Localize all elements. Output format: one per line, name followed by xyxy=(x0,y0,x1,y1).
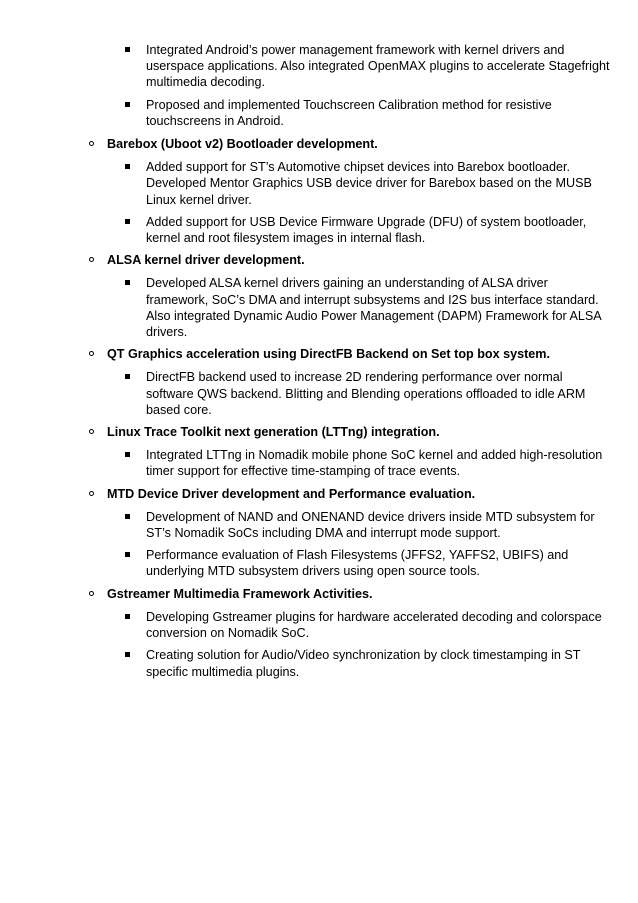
section-heading xyxy=(0,136,638,152)
section-barebox xyxy=(0,136,638,246)
section-heading xyxy=(0,486,638,502)
section-title: ALSA kernel driver development. xyxy=(107,253,305,268)
section-gstreamer xyxy=(0,586,638,680)
bullet-text: Proposed and implemented Touchscreen Calibration method for resistive touchscreens in Android. xyxy=(146,97,552,128)
bullet-item xyxy=(0,97,638,129)
bullet-text: Integrated Android’s power management framework with kernel drivers and userspace applications. Also integrated OpenMAX plugins to accelerate Stagefright multimedia decoding. xyxy=(146,43,610,90)
circle-bullet-icon xyxy=(89,591,94,596)
bullet-item xyxy=(0,547,638,579)
bullet-item xyxy=(0,159,638,208)
bullet-text: Development of NAND and ONENAND device drivers inside MTD subsystem for ST’s Nomadik SoCs including DMA and interrupt mode support. xyxy=(146,509,595,541)
bullet-text: Developed ALSA kernel drivers gaining an understanding of ALSA driver framework, SoC’s DMA and interrupt subsystems and I2S bus interface standard. Also integrated Dynamic Audio Power Management (DAPM) Framework for ALSA drivers. xyxy=(146,276,601,340)
bullet-item xyxy=(0,275,638,340)
bullet-text: Added support for ST’s Automotive chipset devices into Barebox bootloader. Developed Mentor Graphics USB device driver for Barebox based on the MUSB Linux kernel driver. xyxy=(146,160,592,207)
section-heading xyxy=(0,586,638,602)
circle-bullet-icon xyxy=(89,429,94,434)
bullet-item xyxy=(0,369,638,418)
bullet-text: Added support for USB Device Firmware Upgrade (DFU) of system bootloader, kernel and root filesystem images in internal flash. xyxy=(146,214,587,246)
square-bullet-icon xyxy=(125,102,130,107)
square-bullet-icon xyxy=(125,452,130,457)
section-title: Linux Trace Toolkit next generation (LTTng) integration. xyxy=(107,425,440,440)
bullet-text: DirectFB backend used to increase 2D rendering performance over normal software QWS backend. Blitting and Blending operations offloaded to idle ARM based core. xyxy=(146,370,586,417)
circle-bullet-icon xyxy=(89,491,94,496)
resume-page xyxy=(0,42,638,686)
section-title: QT Graphics acceleration using DirectFB Backend on Set top box system. xyxy=(107,347,550,362)
circle-bullet-icon xyxy=(89,351,94,356)
square-bullet-icon xyxy=(125,552,130,557)
section-title: Barebox (Uboot v2) Bootloader development. xyxy=(107,137,378,152)
bullet-item xyxy=(0,42,638,91)
bullet-item xyxy=(0,509,638,541)
square-bullet-icon xyxy=(125,164,130,169)
circle-bullet-icon xyxy=(89,141,94,146)
bullet-item xyxy=(0,609,638,641)
intro-bullet-list xyxy=(0,42,638,129)
section-heading xyxy=(0,252,638,268)
section-heading xyxy=(0,424,638,440)
section-lttng xyxy=(0,424,638,480)
square-bullet-icon xyxy=(125,47,130,52)
section-alsa xyxy=(0,252,638,340)
bullet-text: Integrated LTTng in Nomadik mobile phone SoC kernel and added high-resolution timer support for effective time-stamping of trace events. xyxy=(146,448,603,479)
bullet-item xyxy=(0,647,638,679)
square-bullet-icon xyxy=(125,514,130,519)
section-title: Gstreamer Multimedia Framework Activities. xyxy=(107,586,373,601)
square-bullet-icon xyxy=(125,280,130,285)
square-bullet-icon xyxy=(125,374,130,379)
square-bullet-icon xyxy=(125,614,130,619)
bullet-item xyxy=(0,447,638,479)
section-heading xyxy=(0,346,638,362)
section-mtd xyxy=(0,486,638,580)
bullet-text: Performance evaluation of Flash Filesystems (JFFS2, YAFFS2, UBIFS) and underlying MTD subsystem drivers using open source tools. xyxy=(146,548,569,579)
section-qt-graphics xyxy=(0,346,638,418)
square-bullet-icon xyxy=(125,219,130,224)
circle-bullet-icon xyxy=(89,257,94,262)
section-title: MTD Device Driver development and Performance evaluation. xyxy=(107,486,476,501)
bullet-text: Developing Gstreamer plugins for hardware accelerated decoding and colorspace conversion on Nomadik SoC. xyxy=(146,609,602,641)
bullet-text: Creating solution for Audio/Video synchronization by clock timestamping in ST specific multimedia plugins. xyxy=(146,648,581,679)
square-bullet-icon xyxy=(125,652,130,657)
bullet-item xyxy=(0,214,638,246)
